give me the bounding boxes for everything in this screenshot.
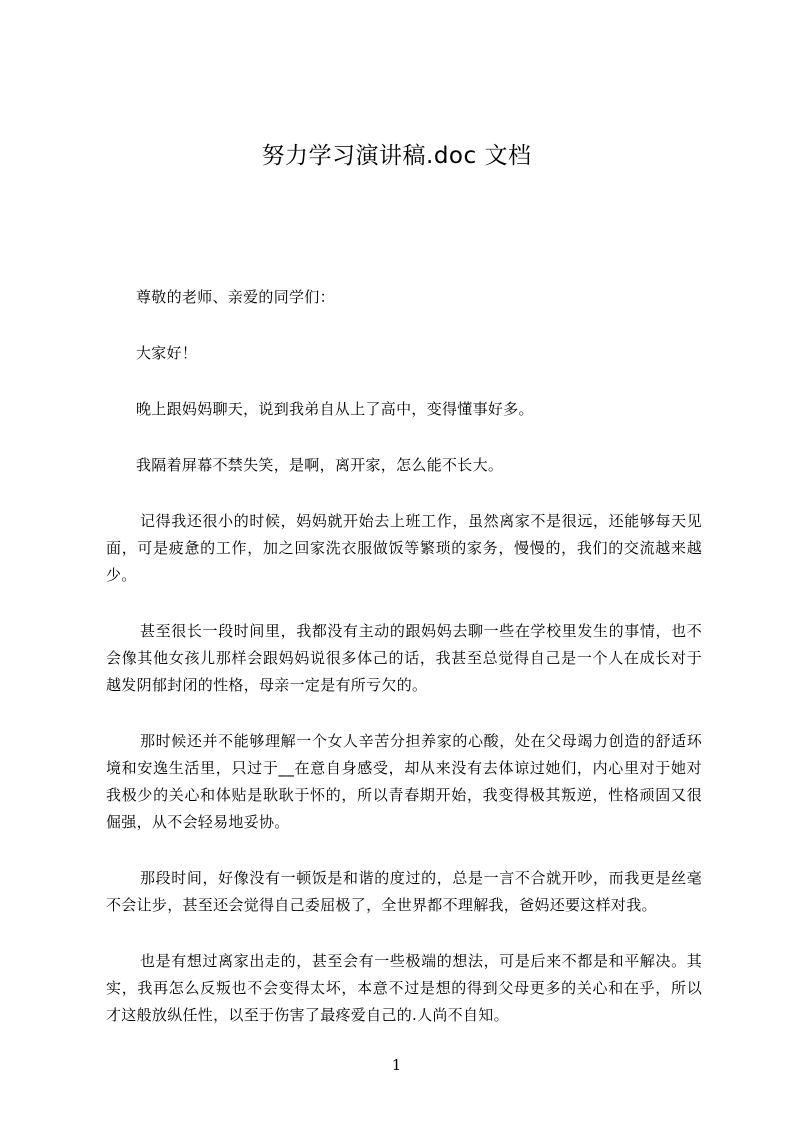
paragraph-chat-with-mom: 晚上跟妈妈聊天，说到我弟自从上了高中，变得懂事好多。: [136, 400, 534, 418]
paragraph-running-away: 也是有想过离家出走的，甚至会有一些极端的想法，可是后来不都是和平解决。其实，我再怎么反叛也不会变得太坏，本意不过是想的得到父母更多的关心和在乎，所以才这般放纵任性，以至于伤害了最疼爱自己的.人尚不自知。: [106, 952, 702, 1024]
paragraph-childhood: 记得我还很小的时候，妈妈就开始去上班工作，虽然离家不是很远，还能够每天见面，可是疲惫的工作，加之回家洗衣服做饭等繁琐的家务，慢慢的，我们的交流越来越少。: [106, 512, 702, 584]
paragraph-greeting: 尊敬的老师、亲爱的同学们：: [136, 288, 335, 306]
paragraph-adolescence: 那时候还并不能够理解一个女人辛苦分担养家的心酸，处在父母竭力创造的舒适环境和安逸生活里，只过于__在意自身感受，却从来没有去体谅过她们，内心里对于她对我极少的关心和体贴是耿耿于怀的，所以青春期开始，我变得极其叛逆，性格顽固又很倔强，从不会轻易地妥协。: [106, 732, 702, 831]
page-number: 1: [391, 1056, 402, 1074]
document-body: [106, 284, 702, 1058]
paragraph-little-communication: 甚至很长一段时间里，我都没有主动的跟妈妈去聊一些在学校里发生的事情，也不会像其他女孩儿那样会跟妈妈说很多体己的话，我甚至总觉得自己是一个人在成长对于越发阴郁封闭的性格，母亲一定是有所亏欠的。: [106, 622, 702, 694]
paragraph-arguments: 那段时间，好像没有一顿饭是和谐的度过的，总是一言不合就开吵，而我更是丝毫不会让步，甚至还会觉得自己委屈极了，全世界都不理解我，爸妈还要这样对我。: [106, 869, 702, 914]
paragraph-growing-up: 我隔着屏幕不禁失笑，是啊，离开家，怎么能不长大。: [136, 456, 504, 474]
paragraph-hello: 大家好！: [136, 344, 198, 362]
document-title: 努力学习演讲稿.doc 文档: [261, 143, 532, 169]
